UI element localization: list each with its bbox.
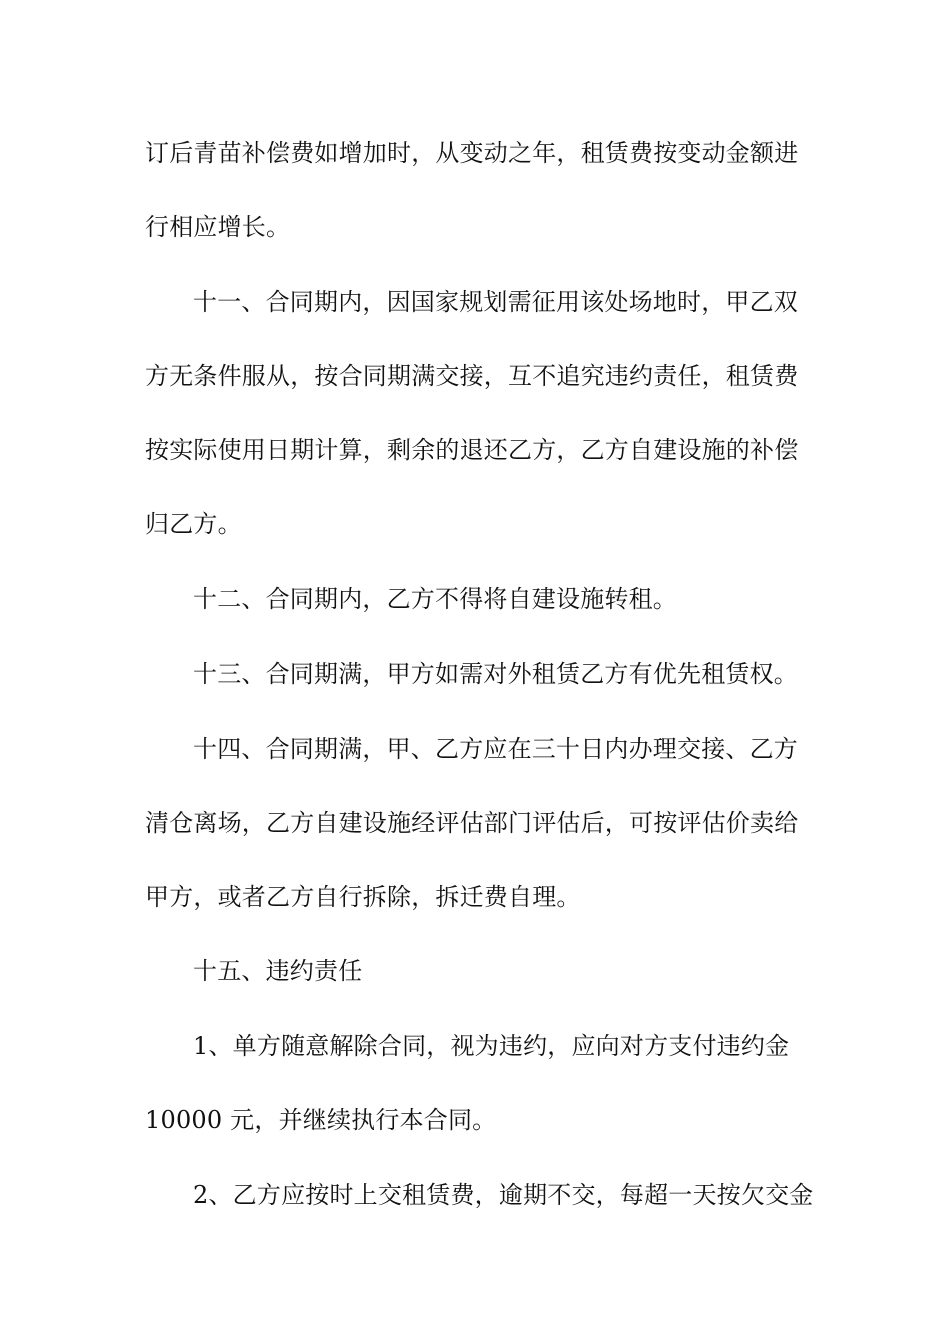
paragraph-line: 清仓离场，乙方自建设施经评估部门评估后，可按评估价卖给 (145, 809, 799, 837)
clause-15-heading: 十五、违约责任 (193, 957, 363, 985)
clause-13-line: 十三、合同期满，甲方如需对外租赁乙方有优先租赁权。 (193, 660, 798, 688)
paragraph-line: 10000 元，并继续执行本合同。 (145, 1106, 497, 1134)
item-2-line: 2、乙方应按时上交租赁费，逾期不交，每超一天按欠交金 (193, 1181, 814, 1209)
clause-11-line: 十一、合同期内，因国家规划需征用该处场地时，甲乙双 (193, 288, 798, 316)
item-1-line: 1、单方随意解除合同，视为违约，应向对方支付违约金 (193, 1032, 790, 1060)
clause-14-line: 十四、合同期满，甲、乙方应在三十日内办理交接、乙方 (193, 735, 798, 763)
paragraph-line: 甲方，或者乙方自行拆除，拆迁费自理。 (145, 883, 581, 911)
paragraph-line: 方无条件服从，按合同期满交接，互不追究违约责任，租赁费 (145, 362, 799, 390)
clause-12-line: 十二、合同期内，乙方不得将自建设施转租。 (193, 585, 677, 613)
paragraph-line: 归乙方。 (145, 510, 242, 538)
paragraph-line: 按实际使用日期计算，剩余的退还乙方，乙方自建设施的补偿 (145, 436, 799, 464)
paragraph-line: 行相应增长。 (145, 213, 291, 241)
paragraph-line: 订后青苗补偿费如增加时，从变动之年，租赁费按变动金额进 (145, 139, 799, 167)
